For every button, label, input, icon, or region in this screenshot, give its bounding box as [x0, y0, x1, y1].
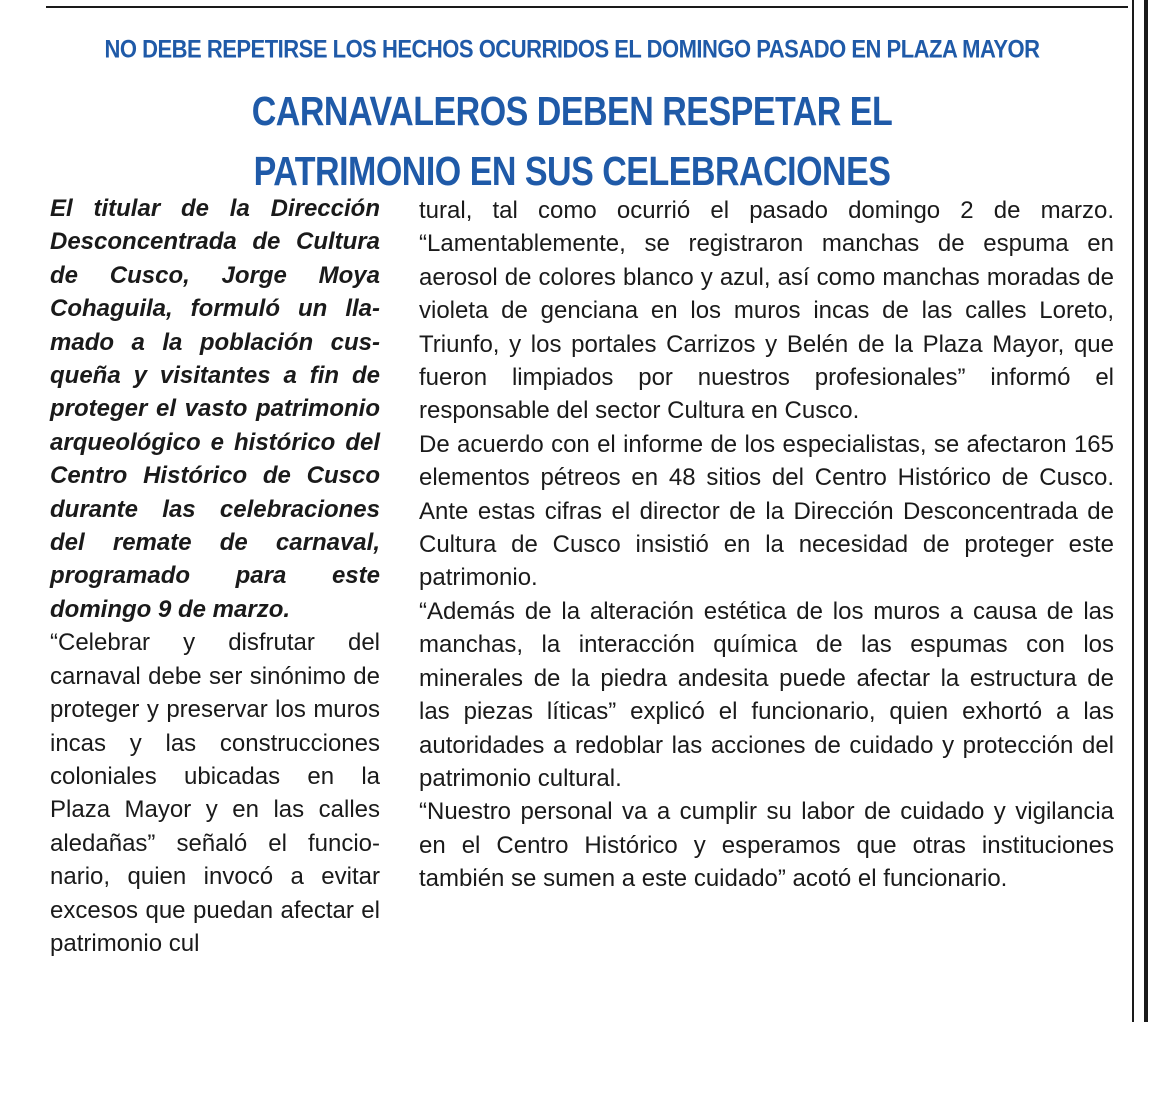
body-paragraph: De acuerdo con el informe de los especialistas, se afectaron 165 elementos pétreos en 48 sitios del Centro Histórico de Cusco. Ante estas cifras el director de la Dirección Desconcentrada de Cultura de Cusco insistió en la necesidad de proteger este patrimonio.	[419, 430, 1114, 592]
top-rule	[46, 6, 1128, 8]
headline	[46, 82, 1098, 202]
lead-paragraph: El titular de la Dirección Desconcentrada de Cultura de Cusco, Jorge Moya Cohaguila, formuló un llamado a la población cusqueña y visitantes a fin de proteger el vasto patrimonio arqueológico e histórico del Centro Histórico de Cusco durante las celebraciones del remate de carnaval, programado para este domingo 9 de marzo.	[50, 195, 380, 623]
body-paragraph: “Además de la alteración estética de los muros a causa de las manchas, la interacción química de las espumas con los minerales de la piedra andesita puede afectar la estructura de las piezas líticas” explicó el funcionario, quien exhortó a las autoridades a redoblar las acciones de cuidado y protección del patrimonio cultural.	[419, 597, 1114, 792]
body-paragraph: “Celebrar y disfrutar del carnaval debe ser sinónimo de proteger y preservar los muros incas y las construcciones coloniales ubicadas en la Plaza Mayor y en las calles aledañas” señaló el funcionario, quien invocó a evitar excesos que puedan afectar el patrimonio cul	[50, 629, 380, 957]
body-paragraph: tural, tal como ocurrió el pasado domingo 2 de marzo. “Lamentablemente, se registraron manchas de espuma en aerosol de colores blanco y azul, así como manchas moradas de violeta de genciana en los muros incas de las calles Loreto, Triunfo, y los portales Carrizos y Belén de la Plaza Mayor, que fueron limpiados por nuestros profesionales” informó el responsable del sector Cultura en Cusco.	[419, 197, 1114, 425]
body-paragraph: “Nuestro personal va a cumplir su labor de cuidado y vigilancia en el Centro Histórico y esperamos que otras instituciones también se sumen a este cuidado” acotó el funcionario.	[419, 798, 1114, 893]
right-column	[419, 194, 1114, 896]
headline-line-2: PATRIMONIO EN SUS CELEBRACIONES	[253, 149, 891, 195]
left-column	[50, 192, 380, 960]
headline-line-1: CARNAVALEROS DEBEN RESPETAR EL	[251, 89, 893, 135]
kicker: NO DEBE REPETIRSE LOS HECHOS OCURRIDOS EL DOMINGO PASADO EN PLAZA MAYOR	[104, 34, 1040, 64]
right-column-rules	[1132, 0, 1153, 1022]
